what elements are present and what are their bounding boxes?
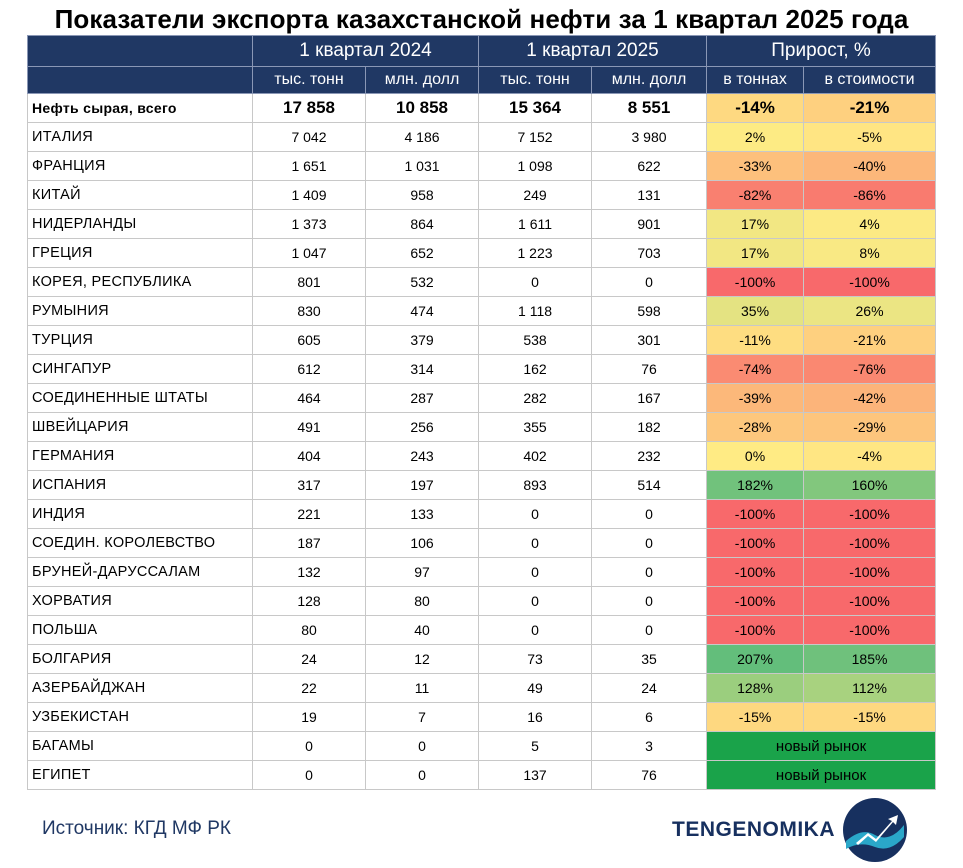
cell-growth-t: 182% — [707, 471, 804, 500]
cell-t-2025: 7 152 — [479, 123, 592, 152]
cell-t-2024: 464 — [253, 384, 366, 413]
cell-growth-t: 35% — [707, 297, 804, 326]
row-name: КИТАЙ — [28, 181, 253, 210]
cell-usd-2024: 532 — [366, 268, 479, 297]
row-name: КОРЕЯ, РЕСПУБЛИКА — [28, 268, 253, 297]
cell-usd-2025: 703 — [592, 239, 707, 268]
cell-usd-2025: 6 — [592, 703, 707, 732]
cell-usd-2024: 243 — [366, 442, 479, 471]
row-name: БОЛГАРИЯ — [28, 645, 253, 674]
cell-t-2025: 162 — [479, 355, 592, 384]
cell-usd-2024: 864 — [366, 210, 479, 239]
row-name: ЕГИПЕТ — [28, 761, 253, 790]
header-corner-2 — [28, 67, 253, 94]
cell-t-2024: 1 409 — [253, 181, 366, 210]
row-name: Нефть сырая, всего — [28, 94, 253, 123]
header-period-2024: 1 квартал 2024 — [253, 36, 479, 67]
cell-usd-2025: 8 551 — [592, 94, 707, 123]
cell-usd-2024: 652 — [366, 239, 479, 268]
cell-usd-2025: 0 — [592, 500, 707, 529]
table-row — [28, 500, 936, 529]
table-row — [28, 384, 936, 413]
cell-growth-usd: -100% — [804, 558, 936, 587]
cell-usd-2025: 901 — [592, 210, 707, 239]
table-row — [28, 355, 936, 384]
cell-t-2024: 80 — [253, 616, 366, 645]
cell-growth-t: 207% — [707, 645, 804, 674]
cell-usd-2025: 76 — [592, 761, 707, 790]
cell-t-2025: 402 — [479, 442, 592, 471]
cell-growth-usd: -100% — [804, 268, 936, 297]
cell-usd-2025: 0 — [592, 529, 707, 558]
cell-growth-usd: -29% — [804, 413, 936, 442]
header-unit-t-2024: тыс. тонн — [253, 67, 366, 94]
cell-t-2025: 0 — [479, 587, 592, 616]
table-row — [28, 181, 936, 210]
row-name: СОЕДИНЕННЫЕ ШТАТЫ — [28, 384, 253, 413]
table-row — [28, 210, 936, 239]
table-row — [28, 152, 936, 181]
table-row — [28, 297, 936, 326]
cell-growth-t: 128% — [707, 674, 804, 703]
cell-t-2025: 0 — [479, 268, 592, 297]
cell-growth-usd: -40% — [804, 152, 936, 181]
cell-t-2025: 1 223 — [479, 239, 592, 268]
cell-t-2024: 605 — [253, 326, 366, 355]
cell-usd-2025: 622 — [592, 152, 707, 181]
cell-growth-usd: 26% — [804, 297, 936, 326]
table-body — [28, 94, 936, 790]
cell-usd-2024: 379 — [366, 326, 479, 355]
row-name: ШВЕЙЦАРИЯ — [28, 413, 253, 442]
cell-usd-2024: 256 — [366, 413, 479, 442]
cell-t-2025: 355 — [479, 413, 592, 442]
cell-t-2024: 612 — [253, 355, 366, 384]
cell-growth-usd: -4% — [804, 442, 936, 471]
table-row — [28, 674, 936, 703]
table-row-total — [28, 94, 936, 123]
cell-growth-t: -100% — [707, 616, 804, 645]
row-name: РУМЫНИЯ — [28, 297, 253, 326]
table-row — [28, 442, 936, 471]
cell-t-2024: 1 047 — [253, 239, 366, 268]
cell-growth-t: -14% — [707, 94, 804, 123]
cell-growth-t: 17% — [707, 239, 804, 268]
cell-t-2025: 1 611 — [479, 210, 592, 239]
cell-growth-usd: -42% — [804, 384, 936, 413]
cell-usd-2024: 97 — [366, 558, 479, 587]
cell-t-2024: 24 — [253, 645, 366, 674]
cell-usd-2024: 4 186 — [366, 123, 479, 152]
row-name: ХОРВАТИЯ — [28, 587, 253, 616]
cell-growth-usd: 160% — [804, 471, 936, 500]
row-name: ТУРЦИЯ — [28, 326, 253, 355]
cell-growth-t: -100% — [707, 268, 804, 297]
row-name: УЗБЕКИСТАН — [28, 703, 253, 732]
cell-usd-2024: 287 — [366, 384, 479, 413]
row-name: СИНГАПУР — [28, 355, 253, 384]
row-name: ИТАЛИЯ — [28, 123, 253, 152]
header-growth-usd: в стоимости — [804, 67, 936, 94]
cell-growth-t: -100% — [707, 529, 804, 558]
cell-usd-2024: 133 — [366, 500, 479, 529]
cell-growth-t: 2% — [707, 123, 804, 152]
header-period-2025: 1 квартал 2025 — [479, 36, 707, 67]
cell-t-2024: 19 — [253, 703, 366, 732]
cell-usd-2024: 314 — [366, 355, 479, 384]
cell-t-2025: 0 — [479, 616, 592, 645]
cell-growth-t: 0% — [707, 442, 804, 471]
header-corner — [28, 36, 253, 67]
row-name: БРУНЕЙ-ДАРУССАЛАМ — [28, 558, 253, 587]
cell-t-2025: 282 — [479, 384, 592, 413]
cell-usd-2025: 0 — [592, 558, 707, 587]
brand-name: TENGENOMIKA — [672, 818, 835, 841]
cell-usd-2024: 11 — [366, 674, 479, 703]
cell-t-2024: 830 — [253, 297, 366, 326]
cell-t-2025: 137 — [479, 761, 592, 790]
cell-growth-usd: 8% — [804, 239, 936, 268]
cell-usd-2024: 474 — [366, 297, 479, 326]
header-growth: Прирост, % — [707, 36, 936, 67]
cell-growth-usd: -100% — [804, 500, 936, 529]
cell-t-2025: 16 — [479, 703, 592, 732]
cell-usd-2025: 0 — [592, 587, 707, 616]
cell-usd-2024: 958 — [366, 181, 479, 210]
cell-growth-usd: -100% — [804, 529, 936, 558]
cell-growth-usd: -15% — [804, 703, 936, 732]
cell-t-2025: 0 — [479, 558, 592, 587]
cell-new-market: новый рынок — [707, 732, 936, 761]
cell-usd-2025: 182 — [592, 413, 707, 442]
cell-t-2024: 1 651 — [253, 152, 366, 181]
cell-growth-t: -82% — [707, 181, 804, 210]
cell-t-2025: 1 098 — [479, 152, 592, 181]
brand-logo-icon — [842, 797, 908, 863]
table-row — [28, 413, 936, 442]
row-name: БАГАМЫ — [28, 732, 253, 761]
cell-growth-usd: -21% — [804, 326, 936, 355]
cell-t-2025: 73 — [479, 645, 592, 674]
cell-usd-2025: 598 — [592, 297, 707, 326]
cell-t-2024: 801 — [253, 268, 366, 297]
cell-usd-2024: 0 — [366, 732, 479, 761]
cell-t-2025: 249 — [479, 181, 592, 210]
cell-usd-2025: 0 — [592, 616, 707, 645]
cell-t-2024: 132 — [253, 558, 366, 587]
table-row — [28, 645, 936, 674]
cell-usd-2024: 80 — [366, 587, 479, 616]
cell-usd-2025: 232 — [592, 442, 707, 471]
cell-t-2025: 15 364 — [479, 94, 592, 123]
table-row — [28, 529, 936, 558]
table-row — [28, 616, 936, 645]
cell-growth-t: -74% — [707, 355, 804, 384]
cell-t-2024: 128 — [253, 587, 366, 616]
cell-t-2024: 404 — [253, 442, 366, 471]
cell-growth-t: 17% — [707, 210, 804, 239]
cell-t-2025: 49 — [479, 674, 592, 703]
cell-growth-t: -39% — [707, 384, 804, 413]
table-row — [28, 123, 936, 152]
cell-growth-usd: -76% — [804, 355, 936, 384]
row-name: НИДЕРЛАНДЫ — [28, 210, 253, 239]
cell-growth-usd: 112% — [804, 674, 936, 703]
header-unit-usd-2025: млн. долл — [592, 67, 707, 94]
cell-growth-t: -15% — [707, 703, 804, 732]
row-name: ГРЕЦИЯ — [28, 239, 253, 268]
header-unit-usd-2024: млн. долл — [366, 67, 479, 94]
cell-t-2025: 0 — [479, 529, 592, 558]
cell-t-2024: 491 — [253, 413, 366, 442]
cell-usd-2025: 131 — [592, 181, 707, 210]
table-row — [28, 558, 936, 587]
table-row — [28, 471, 936, 500]
cell-usd-2025: 24 — [592, 674, 707, 703]
row-name: ПОЛЬША — [28, 616, 253, 645]
cell-t-2025: 1 118 — [479, 297, 592, 326]
cell-usd-2025: 3 — [592, 732, 707, 761]
cell-t-2024: 1 373 — [253, 210, 366, 239]
cell-t-2024: 317 — [253, 471, 366, 500]
cell-usd-2025: 3 980 — [592, 123, 707, 152]
cell-growth-t: -28% — [707, 413, 804, 442]
cell-t-2024: 187 — [253, 529, 366, 558]
row-name: ИНДИЯ — [28, 500, 253, 529]
table-row — [28, 703, 936, 732]
cell-growth-usd: -100% — [804, 616, 936, 645]
header-unit-t-2025: тыс. тонн — [479, 67, 592, 94]
table-row — [28, 268, 936, 297]
cell-t-2024: 22 — [253, 674, 366, 703]
cell-growth-usd: -21% — [804, 94, 936, 123]
cell-growth-usd: -86% — [804, 181, 936, 210]
cell-usd-2024: 7 — [366, 703, 479, 732]
cell-usd-2025: 514 — [592, 471, 707, 500]
cell-t-2024: 0 — [253, 732, 366, 761]
cell-usd-2025: 35 — [592, 645, 707, 674]
cell-usd-2024: 1 031 — [366, 152, 479, 181]
row-name: ИСПАНИЯ — [28, 471, 253, 500]
row-name: СОЕДИН. КОРОЛЕВСТВО — [28, 529, 253, 558]
cell-usd-2024: 10 858 — [366, 94, 479, 123]
page-title: Показатели экспорта казахстанской нефти за 1 квартал 2025 года — [54, 4, 909, 34]
row-name: ФРАНЦИЯ — [28, 152, 253, 181]
header-growth-t: в тоннах — [707, 67, 804, 94]
export-table — [27, 35, 936, 790]
cell-t-2025: 5 — [479, 732, 592, 761]
cell-growth-t: -33% — [707, 152, 804, 181]
cell-usd-2024: 106 — [366, 529, 479, 558]
cell-growth-t: -100% — [707, 558, 804, 587]
cell-usd-2025: 0 — [592, 268, 707, 297]
cell-growth-usd: 185% — [804, 645, 936, 674]
cell-usd-2025: 301 — [592, 326, 707, 355]
cell-t-2024: 0 — [253, 761, 366, 790]
cell-usd-2024: 12 — [366, 645, 479, 674]
row-name: ГЕРМАНИЯ — [28, 442, 253, 471]
cell-t-2025: 0 — [479, 500, 592, 529]
cell-growth-usd: -100% — [804, 587, 936, 616]
cell-t-2024: 17 858 — [253, 94, 366, 123]
cell-usd-2024: 40 — [366, 616, 479, 645]
cell-usd-2025: 76 — [592, 355, 707, 384]
table-row — [28, 761, 936, 790]
cell-growth-t: -11% — [707, 326, 804, 355]
cell-growth-t: -100% — [707, 587, 804, 616]
table-row — [28, 326, 936, 355]
cell-usd-2025: 167 — [592, 384, 707, 413]
cell-usd-2024: 197 — [366, 471, 479, 500]
cell-t-2025: 893 — [479, 471, 592, 500]
cell-new-market: новый рынок — [707, 761, 936, 790]
cell-t-2024: 7 042 — [253, 123, 366, 152]
cell-growth-t: -100% — [707, 500, 804, 529]
table-row — [28, 239, 936, 268]
source-note: Источник: КГД МФ РК — [42, 818, 231, 839]
table-row — [28, 732, 936, 761]
cell-usd-2024: 0 — [366, 761, 479, 790]
table-row — [28, 587, 936, 616]
cell-t-2025: 538 — [479, 326, 592, 355]
cell-growth-usd: 4% — [804, 210, 936, 239]
row-name: АЗЕРБАЙДЖАН — [28, 674, 253, 703]
cell-growth-usd: -5% — [804, 123, 936, 152]
cell-t-2024: 221 — [253, 500, 366, 529]
